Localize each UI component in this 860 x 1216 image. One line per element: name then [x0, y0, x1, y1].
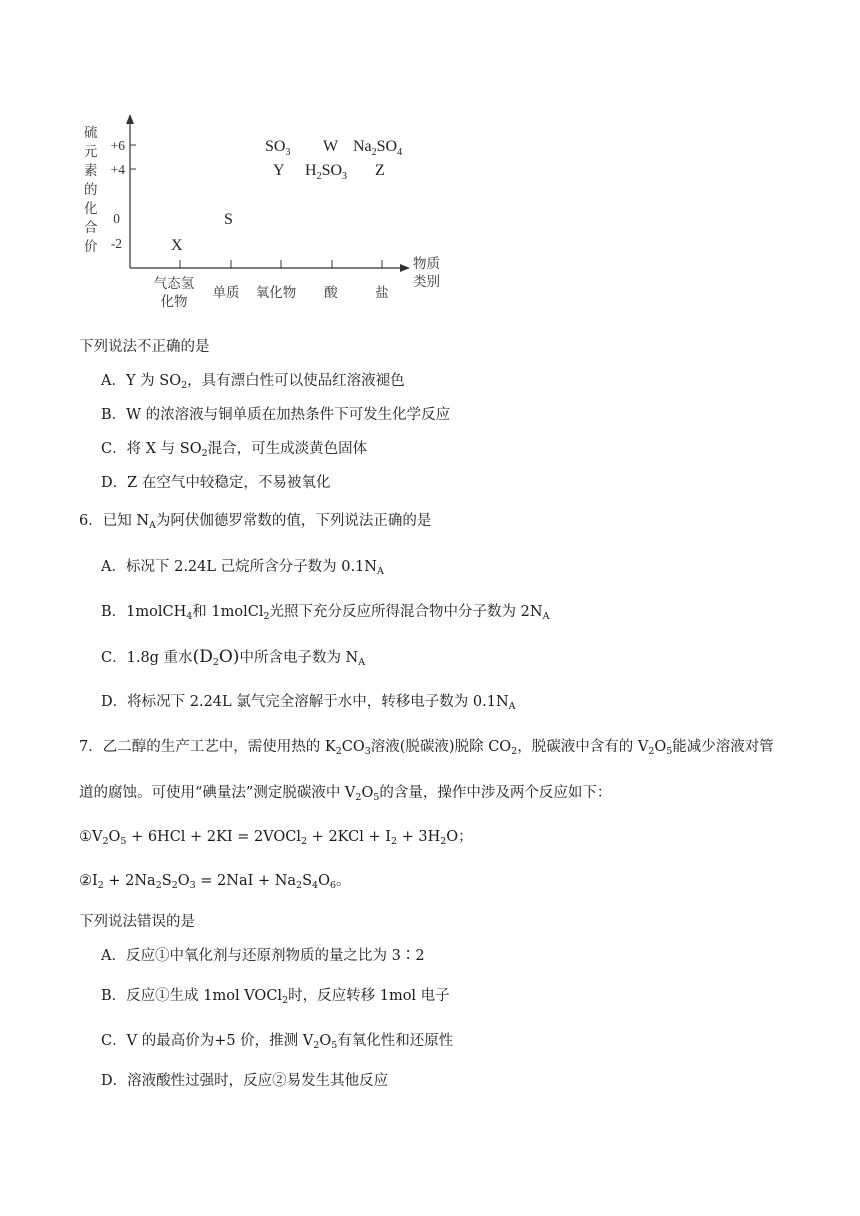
- subscript: A: [376, 566, 384, 577]
- x-categories: [154, 276, 390, 310]
- stem-text: O: [654, 739, 667, 755]
- y-axis-label-char: 硫: [84, 125, 98, 141]
- species-w: W: [323, 138, 339, 155]
- stem-text: ，脱碳液中含有的 V: [517, 739, 649, 755]
- category-label: 酸: [324, 285, 338, 301]
- q7-option-c: [101, 1031, 453, 1051]
- valence-category-diagram: [70, 110, 470, 320]
- equation-text: S: [161, 873, 172, 889]
- option-letter: A．: [101, 559, 126, 575]
- option-text: O: [319, 1033, 332, 1049]
- option-text: 溶液酸性过强时，反应②易发生其他反应: [127, 1073, 389, 1089]
- stem-text: 乙二醇的生产工艺中，需使用热的 K: [102, 739, 336, 755]
- category-label: 气态氢: [153, 276, 195, 292]
- subscript: A: [358, 657, 366, 668]
- q5-stem: 下列说法不正确的是: [79, 339, 210, 355]
- y-axis-label-char: 化: [84, 201, 98, 217]
- q7-reaction-2: [79, 871, 351, 891]
- y-axis-label-char: 合: [84, 220, 98, 236]
- subscript: 2: [263, 611, 270, 622]
- equation-text: O；: [446, 829, 473, 845]
- option-text: V 的最高价为+5 价，推测 V: [126, 1033, 314, 1049]
- subscript: 2: [440, 836, 447, 847]
- y-axis-label-char: 素: [84, 163, 98, 179]
- option-text: 中所含电子数为 N: [239, 650, 359, 666]
- species-h2so3: $H_2SO_3$: [305, 162, 348, 182]
- option-text: O): [218, 647, 240, 667]
- subscript: 5: [666, 746, 673, 757]
- subscript: A: [508, 701, 516, 712]
- stem-text: 能减少溶液对管: [672, 739, 774, 755]
- option-text: Y 为 SO: [125, 373, 182, 389]
- q7-stem-line1: [79, 737, 774, 757]
- q5-option-a: [101, 371, 405, 391]
- subscript: 2: [181, 380, 188, 391]
- subscript: 2: [171, 880, 178, 891]
- subscript: 2: [155, 880, 162, 891]
- option-letter: D．: [101, 1073, 128, 1089]
- category-label: 氧化物: [255, 285, 297, 301]
- subscript: 2: [201, 448, 208, 459]
- subscript: 2: [296, 880, 303, 891]
- stem-text: 的含量，操作中涉及两个反应如下：: [379, 785, 612, 801]
- equation-text: ②I: [79, 873, 98, 889]
- option-text: 有氧化性和还原性: [337, 1033, 454, 1049]
- subscript: 2: [511, 746, 518, 757]
- equation-text: O: [177, 873, 190, 889]
- subscript: 5: [331, 1040, 338, 1051]
- equation-text: + 6HCl + 2KI = 2VOCl: [126, 829, 302, 845]
- equation-text: ①V: [79, 829, 103, 845]
- option-letter: B．: [101, 988, 127, 1004]
- q7-reaction-1: [79, 827, 473, 847]
- q6-option-b: [101, 602, 549, 622]
- option-letter: B．: [101, 407, 127, 423]
- x-axis-label: 物质: [413, 256, 440, 272]
- category-label: 化物: [160, 294, 188, 310]
- stem-text: 道的腐蚀。可使用“碘量法”测定脱碳液中 V: [79, 785, 356, 801]
- option-text: (D: [192, 647, 213, 667]
- option-letter: A．: [101, 373, 126, 389]
- y-axis-label-char: 的: [84, 182, 98, 198]
- option-text: 标况下 2.24L 己烷所含分子数为 0.1N: [125, 559, 377, 575]
- option-text: 反应①生成 1mol VOCl: [126, 988, 283, 1004]
- option-text: W 的浓溶液与铜单质在加热条件下可发生化学反应: [126, 407, 451, 423]
- option-text: 1molCH: [126, 604, 187, 620]
- y-axis-label: [84, 125, 98, 255]
- species-so3: $SO_3$: [265, 138, 291, 158]
- y-tick-label: +4: [110, 162, 125, 177]
- stem-text: 为阿伏伽德罗常数的值，下列说法正确的是: [155, 513, 432, 529]
- subscript: 3: [189, 880, 196, 891]
- x-axis-label: 类别: [413, 274, 440, 290]
- option-text: 时，反应转移 1mol 电子: [288, 988, 450, 1004]
- option-text: 反应①中氧化剂与还原剂物质的量之比为 3∶2: [125, 948, 425, 964]
- subscript: 5: [373, 792, 380, 803]
- subscript: 2: [212, 657, 219, 668]
- subscript: 2: [97, 880, 104, 891]
- y-axis-label-char: 元: [84, 144, 98, 160]
- option-text: 将 X 与 SO: [126, 441, 202, 457]
- subscript: A: [542, 611, 550, 622]
- q7-stem: 下列说法错误的是: [79, 914, 195, 930]
- option-text: 将标况下 2.24L 氯气完全溶解于水中，转移电子数为 0.1N: [127, 694, 509, 710]
- option-letter: C．: [101, 650, 127, 666]
- option-text: 1.8g 重水: [126, 650, 193, 666]
- x-ticks: [180, 260, 382, 268]
- stem-text: O: [361, 785, 374, 801]
- equation-text: = 2NaI + Na: [195, 873, 297, 889]
- equation-text: + 2Na: [103, 873, 156, 889]
- subscript: 2: [282, 995, 289, 1006]
- subscript: 2: [313, 1040, 320, 1051]
- equation-text: + 2KCl + I: [307, 829, 391, 845]
- subscript: A: [149, 520, 156, 531]
- y-tick-label: +6: [110, 138, 125, 153]
- species-labels: [171, 138, 402, 254]
- q6-stem: [79, 511, 431, 531]
- y-axis-label-char: 价: [84, 239, 98, 255]
- species-na2so4: $Na_2SO_4$: [353, 138, 403, 158]
- option-letter: D．: [101, 694, 128, 710]
- subscript: 2: [301, 836, 308, 847]
- question-number: 7．: [79, 739, 103, 755]
- q6-option-d: [101, 692, 516, 712]
- stem-text: CO: [341, 739, 365, 755]
- option-text: 光照下充分反应所得混合物中分子数为 2N: [269, 604, 543, 620]
- subscript: 2: [335, 746, 342, 757]
- subscript: 4: [186, 611, 193, 622]
- equation-text: O: [318, 873, 330, 889]
- question-number: 6．: [79, 513, 103, 529]
- q7-option-a: [101, 946, 425, 966]
- option-text: 混合，可生成淡黄色固体: [207, 441, 368, 457]
- x-axis-arrow: [400, 264, 410, 272]
- equation-text: O: [108, 829, 121, 845]
- y-tick-label: -2: [110, 236, 122, 251]
- species-s: S: [224, 211, 233, 228]
- q5-option-c: [101, 439, 367, 459]
- option-letter: C．: [101, 1033, 127, 1049]
- subscript: 3: [364, 746, 371, 757]
- q7-option-b: [101, 986, 450, 1006]
- stem-text: 溶液(脱碳液)脱除 CO: [370, 739, 512, 755]
- species-z: Z: [375, 162, 385, 179]
- subscript: 2: [102, 836, 109, 847]
- y-axis-arrow: [126, 114, 134, 124]
- subscript: 2: [648, 746, 655, 757]
- q5-option-d: [101, 473, 330, 493]
- equation-text: 。: [336, 873, 351, 889]
- species-y: Y: [273, 162, 285, 179]
- q6-option-a: [101, 557, 384, 577]
- option-text: Z 在空气中较稳定，不易被氧化: [127, 475, 331, 491]
- y-tick-label: 0: [113, 211, 120, 226]
- equation-text: S: [302, 873, 313, 889]
- q6-option-c: [101, 647, 365, 668]
- category-label: 单质: [212, 285, 240, 301]
- subscript: 4: [312, 880, 319, 891]
- option-letter: D．: [101, 475, 128, 491]
- option-text: ，具有漂白性可以使品红溶液褪色: [187, 373, 405, 389]
- subscript: 6: [329, 880, 337, 891]
- equation-text: + 3H: [397, 829, 441, 845]
- subscript: 2: [355, 792, 362, 803]
- option-letter: C．: [101, 441, 127, 457]
- q5-option-b: [101, 405, 450, 425]
- subscript: 5: [120, 836, 127, 847]
- q7-option-d: [101, 1071, 388, 1091]
- option-letter: B．: [101, 604, 127, 620]
- stem-text: 已知 N: [102, 513, 150, 529]
- species-x: X: [171, 237, 183, 254]
- subscript: 2: [390, 836, 397, 847]
- option-letter: A．: [101, 948, 126, 964]
- q7-stem-line2: [79, 783, 611, 803]
- option-text: 和 1molCl: [192, 604, 264, 620]
- y-ticks: [111, 138, 136, 251]
- category-label: 盐: [375, 285, 389, 301]
